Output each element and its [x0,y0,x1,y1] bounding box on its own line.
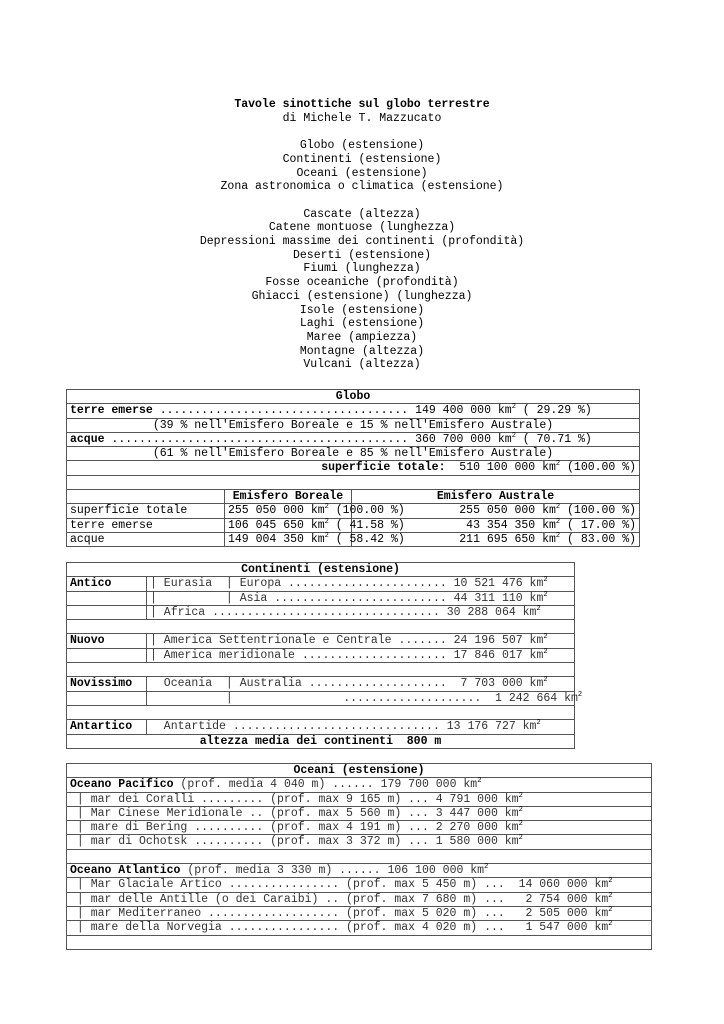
table-row [67,518,640,532]
toc-item: Catene montuose (lunghezza) [268,221,456,235]
continent-group: Nuovo [67,634,147,648]
sea-text: | mar Mediterraneo ................... (prof. max 5 020 m) ... 2 505 000 km [70,906,609,920]
percent: ( 58.42 %) [328,532,405,546]
superscript: 2 [543,590,548,599]
sea-row [67,792,652,806]
table-note: (39 % nell'Emisfero Boreale e 15 % nell'Emisfero Australe) [67,418,640,432]
blank-row [67,475,640,489]
sea-row [67,892,652,906]
row-text: | Africa ................................. 30 288 064 km [150,605,537,619]
row-dots: .................................... [152,404,409,418]
table-note: (61 % nell'Emisfero Boreale e 85 % nell'Emisfero Australe) [67,447,640,461]
row-content [147,577,575,591]
superscript: 2 [555,503,561,512]
continent-group: Novissimo [67,677,147,691]
value: 43 354 350 km [459,518,556,532]
toc-item: Fiumi (lunghezza) [303,262,421,276]
toc-item: Zona astronomica o climatica (estensione) [220,180,504,194]
percent: ( 41.58 %) [328,518,405,532]
value: 255 050 000 km [228,504,325,518]
table-row [67,577,575,591]
superscript: 2 [608,877,613,886]
percent: (100.00 %) [560,504,637,518]
sea-row [67,821,652,835]
table-row [67,532,640,546]
sea-text: | mar dei Coralli ......... (prof. max 9 165 m) ... 4 791 000 km [70,792,519,806]
spacer [0,194,724,208]
table-row [67,691,575,705]
row-text: | America meridionale ..................... 17 846 017 km [150,648,544,662]
toc-item: Vulcani (altezza) [303,358,421,372]
row-text: Antartide .............................. 13 176 727 km [150,720,537,734]
oceani-table [66,763,652,950]
toc-item: Isole (estensione) [299,303,425,317]
row-content [147,648,575,662]
superscript: 2 [484,863,489,872]
hemisphere-header: Emisfero Australe [352,490,640,504]
sea-text: | Mar Glaciale Artico ................ (prof. max 5 450 m) ... 14 060 000 km [70,878,609,892]
table-row [67,648,575,662]
table-row [67,432,640,446]
superscript: 2 [608,905,613,914]
superscript: 2 [543,676,548,685]
row-dots: ........................................... [104,432,409,446]
sea-row [67,835,652,849]
table-row [67,720,575,734]
sea-text: | mar di Ochotsk .......... (prof. max 3 372 m) ... 1 580 000 km [70,835,519,849]
superscript: 2 [324,531,329,540]
superscript: 2 [511,403,516,412]
sea-text: | mare di Bering .......... (prof. max 4 191 m) ... 2 270 000 km [70,821,519,835]
percent: (100.00 %) [328,504,405,518]
ocean-text: (prof. media 3 330 m) ...... 106 100 000 km [180,864,485,878]
row-percent: ( 29.29 %) [515,404,592,418]
sea-text: | mar delle Antille (o dei Caraibi) .. (prof. max 7 680 m) ... 2 754 000 km [70,892,609,906]
value: 106 045 650 km [228,518,325,532]
row-label: acque [67,532,225,546]
row-text: | America Settentrionale e Centrale ....... 24 196 507 km [150,634,544,648]
row-content [147,605,575,619]
spacer [0,125,724,139]
sea-row [67,878,652,892]
row-label: superficie totale [67,504,225,518]
row-label: terre emerse [70,404,153,418]
continent-group [67,648,147,662]
continent-group [67,691,147,705]
continent-group [67,591,147,605]
row-text: | .................... 1 242 664 km [150,691,578,705]
superscript: 2 [324,517,329,526]
percent: ( 83.00 %) [560,532,637,546]
row-content [147,677,575,691]
sea-row [67,921,652,935]
superscript: 2 [536,719,541,728]
superscript: 2 [477,777,482,786]
superscript: 2 [324,503,329,512]
toc-item: Oceani (estensione) [296,166,428,180]
superscript: 2 [536,604,541,613]
blank-row [67,705,575,719]
superscript: 2 [518,805,523,814]
table-row [67,504,640,518]
value: 211 695 650 km [459,532,556,546]
boreale-value [225,531,405,546]
sea-text: | mare della Norvegia ................ (prof. max 4 020 m) ... 1 547 000 km [70,921,609,935]
toc-item: Continenti (estensione) [282,152,442,166]
row-label: terre emerse [67,518,225,532]
document-author: di Michele T. Mazzucato [282,111,442,125]
superscript: 2 [511,431,516,440]
superscript: 2 [543,633,548,642]
blank-row [67,935,652,949]
superscript: 2 [518,820,523,829]
superscript: 2 [555,460,561,469]
ocean-row [67,864,652,878]
hemisphere-header: Emisfero Boreale [225,490,352,504]
table-row [67,677,575,691]
superscript: 2 [608,891,613,900]
table-total-row [67,461,640,475]
sea-row [67,806,652,820]
blank-row [67,620,575,634]
superscript: 2 [518,791,523,800]
blank-row [67,663,575,677]
table-title: Oceani (estensione) [67,764,652,778]
continent-group: Antartico [67,720,147,734]
table-row [67,605,575,619]
document-title: Tavole sinottiche sul globo terrestre [234,98,490,111]
row-label: acque [70,432,105,446]
boreale-value [225,517,405,532]
total-percent: (100.00 %) [560,461,637,475]
row-percent: ( 70.71 %) [515,432,592,446]
row-value: 149 400 000 km [408,404,512,418]
continent-group: Antico [67,577,147,591]
table-title: Globo [67,390,640,404]
blank-cell [67,490,225,504]
superscript: 2 [608,920,613,929]
table-footer: altezza media dei continenti 800 m [67,734,575,748]
ocean-row [67,778,652,792]
toc-item: Cascate (altezza) [303,207,421,221]
table-title: Continenti (estensione) [67,563,575,577]
superscript: 2 [577,690,583,699]
value: 149 004 350 km [228,532,325,546]
total-value: 510 100 000 km [445,461,556,475]
sea-row [67,906,652,920]
ocean-name: Oceano Pacifico [70,778,174,792]
toc-item: Montagne (altezza) [299,344,425,358]
superscript: 2 [543,647,548,656]
ocean-text: (prof. media 4 040 m) ...... 179 700 000 km [173,778,478,792]
table-row [67,591,575,605]
table-row [67,634,575,648]
row-content [147,720,575,734]
toc-item: Maree (ampiezza) [306,330,418,344]
toc-item: Depressioni massime dei continenti (profondità) [199,235,525,249]
percent: ( 17.00 %) [560,518,637,532]
superscript: 2 [518,834,523,843]
superscript: 2 [555,517,561,526]
continenti-table [66,562,583,749]
row-content [147,591,575,605]
ocean-name: Oceano Atlantico [70,864,181,878]
toc-item: Laghi (estensione) [299,317,425,331]
row-content [147,634,575,648]
value: 255 050 000 km [459,504,556,518]
blank-row [67,849,652,863]
row-content [147,690,583,705]
table-row [67,404,640,418]
row-text: | | Asia ......................... 44 311 110 km [150,591,544,605]
boreale-value [225,503,405,518]
continent-group [67,605,147,619]
sea-text: | Mar Cinese Meridionale .. (prof. max 5 560 m) ... 3 447 000 km [70,806,519,820]
total-label: superficie totale: [321,461,446,475]
superscript: 2 [543,576,548,585]
toc-item: Fosse oceaniche (profondità) [265,276,459,290]
globo-table [66,389,640,547]
toc-item: Deserti (estensione) [292,248,432,262]
row-value: 360 700 000 km [408,432,512,446]
toc-item: Ghiacci (estensione) (lunghezza) [251,289,473,303]
row-text: Oceania | Australia .................... 7 703 000 km [150,677,544,691]
document-header [0,98,724,372]
row-text: | Eurasia | Europa ....................... 10 521 476 km [150,577,544,591]
superscript: 2 [555,531,561,540]
toc-item: Globo (estensione) [299,139,425,153]
